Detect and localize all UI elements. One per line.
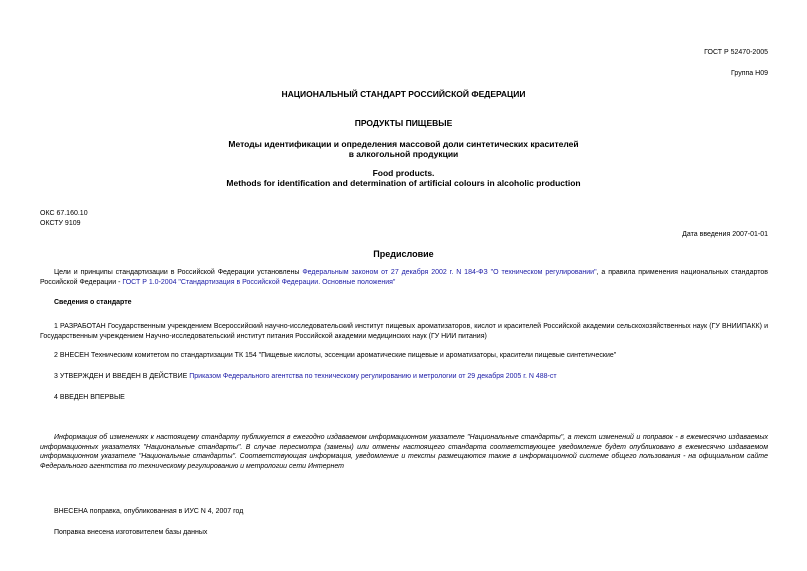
gost-r-1-0-link[interactable]: ГОСТ Р 1.0-2004 "Стандартизация в Российской Федерации. Основные положения" — [122, 278, 396, 286]
item-2-submitted: 2 ВНЕСЕН Техническим комитетом по стандартизации ТК 154 "Пищевые кислоты, эссенции ароматические пищевые и ароматизаторы, красители пищевые синтетические" — [54, 352, 617, 359]
federal-law-link[interactable]: Федеральным законом от 27 декабря 2002 г. N 184-ФЗ "О техническом регулировании" — [302, 269, 597, 276]
group-code: Группа Н09 — [731, 70, 768, 77]
foreword-text-2: , а правила применения национальных стандартов Российской Федерации - — [40, 269, 768, 286]
item-1-developed: 1 РАЗРАБОТАН Государственным учреждением Всероссийский научно-исследовательский институт пищевых ароматизаторов, кислот и красителей Российской академии сельскохозяйственных наук (ГУ ВНИИПАКК) и Государственным учреждением Научно-исследовательский институт питания Российской академии медицинских наук (ГУ НИИ питания) — [40, 323, 768, 340]
foreword-heading: Предисловие — [373, 249, 434, 259]
okstu-code: ОКСТУ 9109 — [40, 220, 81, 227]
en-title-line1: Food products. — [372, 168, 435, 178]
info-notice: Информация об изменениях к настоящему стандарту публикуется в ежегодно издаваемом информационном указателе "Национальные стандарты", а текст изменений и поправок - в ежемесячно издаваемых информационных указателях "Национальные стандарты". В случае пересмотра (замены) или отмены настоящего стандарта соответствующее уведомление будет опубликовано в ежемесячно издаваемом информационном указателе "Национальные стандарты". Соответствующая информация, уведомление и тексты размещаются также в информационной системе общего пользования - на официальном сайте Федерального агентства по техническому регулированию и метрологии сети Интернет — [40, 434, 768, 470]
intro-date: Дата введения 2007-01-01 — [682, 231, 768, 238]
about-standard-heading: Сведения о стандарте — [54, 299, 132, 306]
database-note: Поправка внесена изготовителем базы данных — [54, 529, 208, 536]
foreword-text-1: Цели и принципы стандартизации в Российской Федерации установлены — [54, 269, 303, 276]
ru-title-line1: Методы идентификации и определения массовой доли синтетических красителей — [228, 139, 579, 149]
amendment-note: ВНЕСЕНА поправка, опубликованная в ИУС N 4, 2007 год — [54, 508, 244, 515]
item-3-text: 3 УТВЕРЖДЕН И ВВЕДЕН В ДЕЙСТВИЕ — [54, 373, 190, 380]
item-4-first-introduced: 4 ВВЕДЕН ВПЕРВЫЕ — [54, 394, 125, 401]
product-title: ПРОДУКТЫ ПИЩЕВЫЕ — [354, 118, 453, 128]
ru-title-line2: в алкогольной продукции — [348, 149, 459, 159]
item-3-approved — [40, 372, 768, 382]
order-link[interactable]: Приказом Федерального агентства по техническому регулированию и метрологии от 29 декабря 2005 г. N 488-ст — [189, 373, 557, 380]
national-standard-title: НАЦИОНАЛЬНЫЙ СТАНДАРТ РОССИЙСКОЙ ФЕДЕРАЦИИ — [281, 89, 526, 99]
foreword-paragraph — [40, 268, 768, 287]
gost-number: ГОСТ Р 52470-2005 — [704, 49, 768, 56]
oks-code: ОКС 67.160.10 — [40, 210, 88, 217]
en-title-line2: Methods for identification and determination of artificial colours in alcoholic production — [226, 178, 581, 188]
